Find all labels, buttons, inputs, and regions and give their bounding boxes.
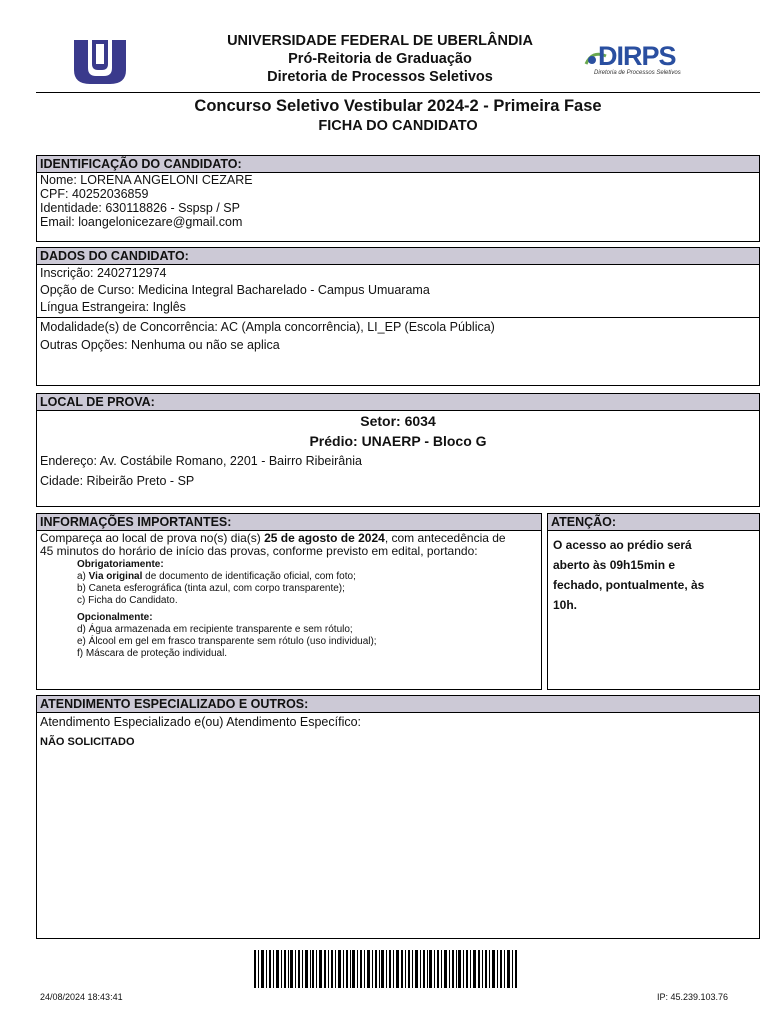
setor: Setor: 6034 xyxy=(360,413,436,429)
informacoes-intro-line2: 45 minutos do horário de início das provas, conforme previsto em edital, portando: xyxy=(40,544,478,558)
opc-item-d: d) Água armazenada em recipiente transparente e sem rótulo; xyxy=(77,624,353,635)
modalidade: Modalidade(s) de Concorrência: AC (Ampla concorrência), LI_EP (Escola Pública) xyxy=(40,320,495,334)
lingua-estrangeira: Língua Estrangeira: Inglês xyxy=(40,300,186,314)
atencao-section xyxy=(547,513,760,690)
pro-reitoria: Pró-Reitoria de Graduação xyxy=(288,51,472,67)
atencao-heading: ATENÇÃO: xyxy=(548,514,759,531)
exam-title: Concurso Seletivo Vestibular 2024-2 - Primeira Fase xyxy=(194,97,602,115)
informacoes-intro xyxy=(37,531,541,545)
atendimento-heading: ATENDIMENTO ESPECIALIZADO E OUTROS: xyxy=(37,696,759,713)
header-divider xyxy=(36,92,760,93)
cidade: Cidade: Ribeirão Preto - SP xyxy=(40,474,195,488)
candidate-identity: Identidade: 630118826 - Sspsp / SP xyxy=(40,201,240,215)
dirps-logo xyxy=(584,42,699,80)
local-heading: LOCAL DE PROVA: xyxy=(37,394,759,411)
diretoria: Diretoria de Processos Seletivos xyxy=(267,69,493,85)
footer-ip: IP: 45.239.103.76 xyxy=(656,992,728,1002)
atendimento-value: NÃO SOLICITADO xyxy=(40,736,135,748)
intro-text-a: Compareça ao local de prova no(s) dia(s) xyxy=(40,531,265,545)
dados-heading: DADOS DO CANDIDATO: xyxy=(37,248,759,265)
intro-text-b: , com antecedência de xyxy=(384,531,506,545)
dirps-logo-subtext: Diretoria de Processos Seletivos xyxy=(594,70,681,76)
opc-item-f: f) Máscara de proteção individual. xyxy=(77,648,228,659)
curso: Opção de Curso: Medicina Integral Bacharelado - Campus Umuarama xyxy=(40,283,430,297)
identificacao-section xyxy=(36,155,760,242)
opc-item-e: e) Álcool em gel em frasco transparente sem rótulo (uso individual); xyxy=(77,636,377,647)
informacoes-heading: INFORMAÇÕES IMPORTANTES: xyxy=(37,514,541,531)
candidate-cpf: CPF: 40252036859 xyxy=(40,187,149,201)
barcode xyxy=(254,950,518,988)
local-section xyxy=(36,393,760,507)
exam-date: 25 de agosto de 2024 xyxy=(264,531,385,545)
dirps-logo-text: DIRPS xyxy=(598,41,676,71)
outras-opcoes: Outras Opções: Nenhuma ou não se aplica xyxy=(40,338,280,352)
identificacao-heading: IDENTIFICAÇÃO DO CANDIDATO: xyxy=(37,156,759,173)
university-name: UNIVERSIDADE FEDERAL DE UBERLÂNDIA xyxy=(227,33,533,49)
obrig-item-a xyxy=(77,571,541,583)
atendimento-label: Atendimento Especializado e(ou) Atendimento Específico: xyxy=(40,715,362,729)
obrig-item-a-rest: de documento de identificação oficial, com foto; xyxy=(142,571,356,582)
footer-datetime: 24/08/2024 18:43:41 xyxy=(40,992,123,1002)
atencao-line-3: fechado, pontualmente, às xyxy=(553,578,705,592)
predio: Prédio: UNAERP - Bloco G xyxy=(309,433,487,449)
atendimento-section xyxy=(36,695,760,939)
opcionalmente-title: Opcionalmente: xyxy=(77,612,153,623)
atencao-line-2: aberto às 09h15min e xyxy=(553,558,676,572)
endereco: Endereço: Av. Costábile Romano, 2201 - Bairro Ribeirânia xyxy=(40,454,362,468)
candidate-email: Email: loangelonicezare@gmail.com xyxy=(40,215,243,229)
obrig-item-c: c) Ficha do Candidato. xyxy=(77,595,178,606)
inscricao: Inscrição: 2402712974 xyxy=(40,266,167,280)
dados-section xyxy=(36,247,760,386)
obrigatoriamente-title: Obrigatoriamente: xyxy=(77,559,164,570)
obrig-item-a-bold: Via original xyxy=(88,571,143,582)
atencao-line-1: O acesso ao prédio será xyxy=(553,538,692,552)
candidate-name: Nome: LORENA ANGELONI CEZARE xyxy=(40,173,253,187)
informacoes-section xyxy=(36,513,542,690)
form-subtitle: FICHA DO CANDIDATO xyxy=(318,118,478,134)
obrig-item-b: b) Caneta esferográfica (tinta azul, com corpo transparente); xyxy=(77,583,345,594)
atencao-line-4: 10h. xyxy=(553,598,578,612)
ufu-logo xyxy=(70,34,130,86)
obrig-item-a-prefix: a) xyxy=(77,571,89,582)
